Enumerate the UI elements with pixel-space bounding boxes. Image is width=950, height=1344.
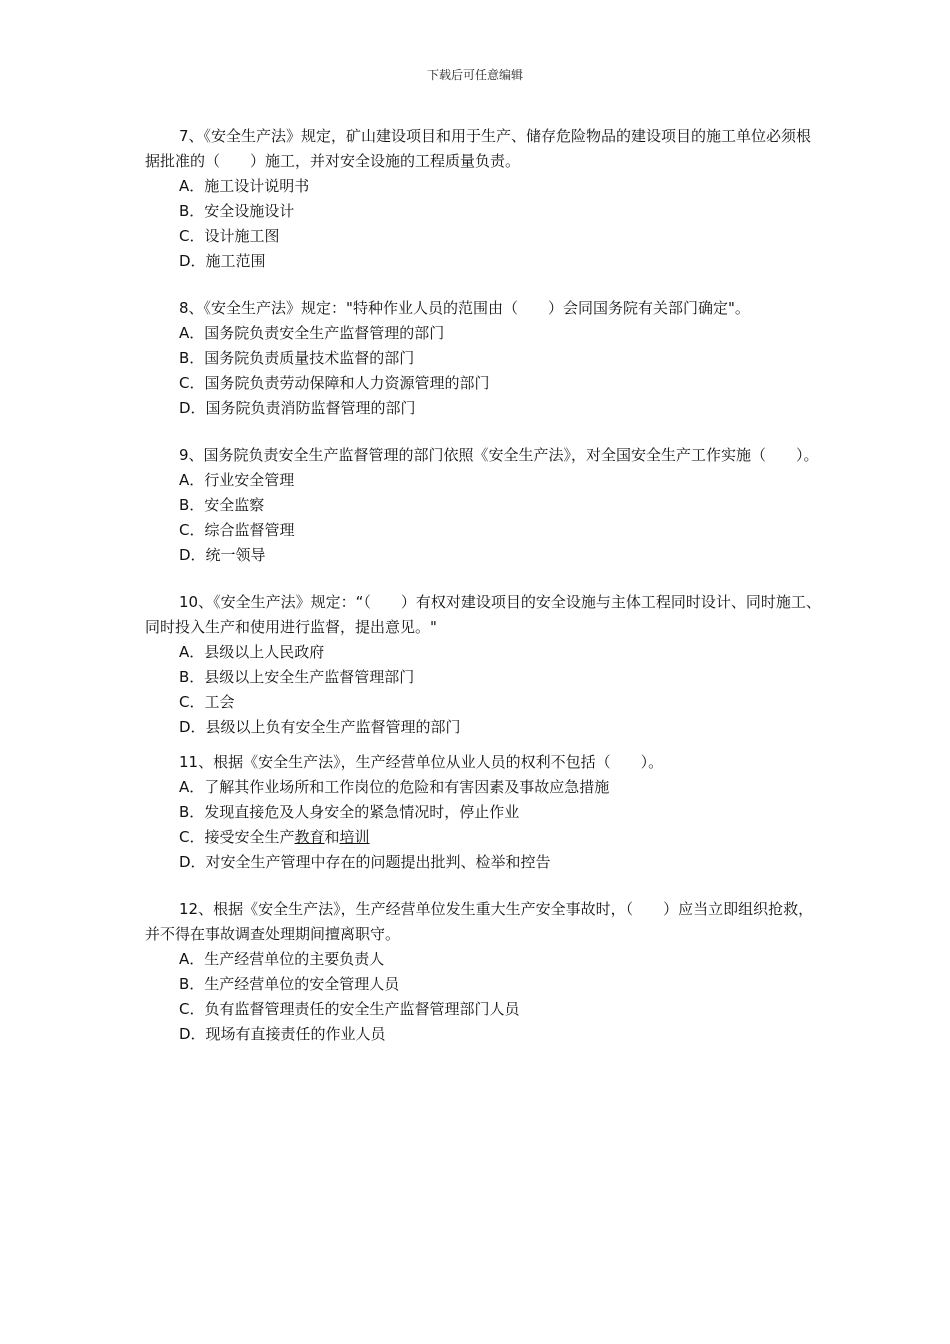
option-d: D．国务院负责消防监督管理的部门 (179, 399, 416, 417)
option-b: B．安全设施设计 (179, 202, 295, 220)
option-c: C．设计施工图 (179, 227, 280, 245)
underlined-term-training: 培训 (339, 828, 370, 846)
option-d: D．统一领导 (179, 546, 266, 564)
option-a: A．行业安全管理 (179, 471, 295, 489)
option-a: A．生产经营单位的主要负责人 (179, 950, 385, 968)
option-d: D．现场有直接责任的作业人员 (179, 1025, 386, 1043)
question-7 (145, 124, 825, 274)
option-d: D．对安全生产管理中存在的问题提出批判、检举和控告 (179, 853, 551, 871)
underlined-term-education: 教育 (294, 828, 325, 846)
option-a: A．了解其作业场所和工作岗位的危险和有害因素及事故应急措施 (179, 778, 610, 796)
option-b: B．生产经营单位的安全管理人员 (179, 975, 400, 993)
option-a: A．施工设计说明书 (179, 177, 310, 195)
question-text: 8、《安全生产法》规定："特种作业人员的范围由（ ）会同国务院有关部门确定"。 (179, 299, 750, 317)
question-9 (145, 443, 825, 568)
question-text: 9、国务院负责安全生产监督管理的部门依照《安全生产法》，对全国安全生产工作实施（ ）。 (179, 446, 819, 464)
question-list (145, 124, 825, 1047)
question-10 (145, 590, 825, 740)
option-c: C．综合监督管理 (179, 521, 295, 539)
option-c: C．国务院负责劳动保障和人力资源管理的部门 (179, 374, 490, 392)
option-d: D．县级以上负有安全生产监督管理的部门 (179, 718, 461, 736)
option-b: B．安全监察 (179, 496, 265, 514)
option-b: B．县级以上安全生产监督管理部门 (179, 668, 415, 686)
option-a: A．县级以上人民政府 (179, 643, 325, 661)
question-text: 11、根据《安全生产法》，生产经营单位从业人员的权利不包括（ ）。 (179, 753, 664, 771)
question-12 (145, 897, 825, 1047)
option-c (145, 825, 825, 850)
question-11 (145, 750, 825, 875)
option-b: B．国务院负责质量技术监督的部门 (179, 349, 415, 367)
question-8 (145, 296, 825, 421)
option-b: B．发现直接危及人身安全的紧急情况时，停止作业 (179, 803, 520, 821)
question-text: 10、《安全生产法》规定：“（ ）有权对建设项目的安全设施与主体工程同时设计、同时施工、同时投入生产和使用进行监督，提出意见。" (145, 593, 821, 636)
option-c-connector: 和 (324, 828, 340, 846)
option-a: A．国务院负责安全生产监督管理的部门 (179, 324, 445, 342)
option-c-text: C．接受安全生产 (179, 828, 295, 846)
option-c: C．工会 (179, 693, 235, 711)
question-text: 12、根据《安全生产法》，生产经营单位发生重大生产安全事故时，（ ）应当立即组织抢救，并不得在事故调查处理期间擅离职守。 (145, 900, 814, 943)
page-header: 下载后可任意编辑 (426, 68, 523, 82)
option-d: D．施工范围 (179, 252, 266, 270)
option-c: C．负有监督管理责任的安全生产监督管理部门人员 (179, 1000, 520, 1018)
question-text: 7、《安全生产法》规定，矿山建设项目和用于生产、储存危险物品的建设项目的施工单位必须根据批准的（ ）施工，并对安全设施的工程质量负责。 (145, 127, 812, 170)
